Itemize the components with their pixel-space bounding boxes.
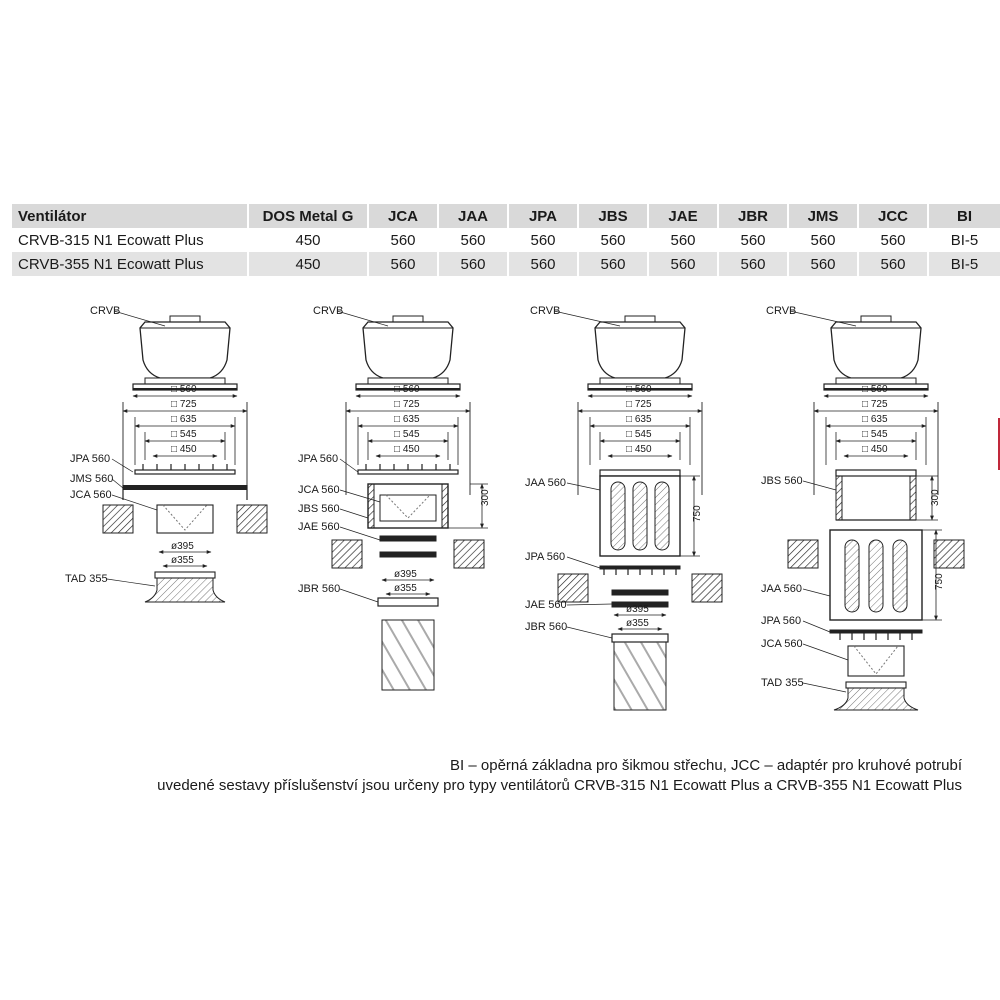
roof-block bbox=[558, 574, 588, 602]
jpa-plate bbox=[830, 630, 922, 633]
jca-damper bbox=[157, 505, 213, 533]
table-cell: 560 bbox=[858, 228, 928, 252]
dimension-label: □ 560 bbox=[626, 384, 652, 395]
table-cell: 560 bbox=[508, 228, 578, 252]
spec-table bbox=[12, 204, 1000, 276]
dimension-label: □ 635 bbox=[394, 414, 420, 425]
roof-block bbox=[454, 540, 484, 568]
tad-outlet bbox=[834, 688, 918, 710]
jbs-wall bbox=[442, 484, 448, 528]
dimension-label: □ 635 bbox=[171, 414, 197, 425]
diagram-line bbox=[337, 311, 388, 326]
table-cell: 560 bbox=[718, 252, 788, 276]
silencer-baffle bbox=[869, 540, 883, 612]
part-label: CRVB bbox=[90, 305, 121, 317]
jca-damper bbox=[848, 646, 904, 676]
part-label: TAD 355 bbox=[761, 677, 804, 689]
roof-block bbox=[103, 505, 133, 533]
table-cell: 560 bbox=[788, 228, 858, 252]
dimension-label: □ 725 bbox=[171, 399, 197, 410]
table-cell: 560 bbox=[368, 252, 438, 276]
table-cell: BI-5 bbox=[928, 228, 1000, 252]
diagram-line bbox=[112, 479, 123, 488]
table-cell: 560 bbox=[368, 228, 438, 252]
dimension-label: □ 450 bbox=[171, 444, 197, 455]
dimension-label: ø395 bbox=[171, 541, 194, 552]
fan-cap bbox=[861, 316, 891, 322]
dimension-label: □ 545 bbox=[862, 429, 888, 440]
footnote-bi-jcc: BI – opěrná základna pro šikmou střechu, JCC – adaptér pro kruhové potrubí bbox=[450, 757, 962, 774]
dimension-label: ø355 bbox=[171, 555, 194, 566]
dimension-label: □ 725 bbox=[862, 399, 888, 410]
dimension-label: □ 560 bbox=[862, 384, 888, 395]
part-label: JCA 560 bbox=[761, 638, 803, 650]
round-duct bbox=[382, 620, 434, 690]
dimension-label: ø395 bbox=[626, 604, 649, 615]
fan-body bbox=[831, 322, 921, 378]
part-label: JPA 560 bbox=[761, 615, 802, 627]
jms-flange bbox=[123, 485, 247, 490]
jae-flange bbox=[380, 552, 436, 557]
diagram-assembly-3 bbox=[525, 305, 722, 710]
dimension-label: ø355 bbox=[394, 583, 417, 594]
roof-block bbox=[788, 540, 818, 568]
diagram-line bbox=[567, 627, 612, 638]
tad-collar bbox=[155, 572, 215, 578]
roof-block bbox=[934, 540, 964, 568]
table-row bbox=[12, 252, 1000, 276]
roof-block bbox=[332, 540, 362, 568]
part-label: JBR 560 bbox=[525, 621, 568, 633]
table-cell: 560 bbox=[438, 228, 508, 252]
dimension-label: □ 450 bbox=[394, 444, 420, 455]
jbs-top bbox=[836, 470, 916, 476]
part-label: CRVB bbox=[313, 305, 344, 317]
jbs-wall bbox=[836, 476, 842, 520]
table-cell: CRVB-355 N1 Ecowatt Plus bbox=[12, 252, 248, 276]
table-cell: CRVB-315 N1 Ecowatt Plus bbox=[12, 228, 248, 252]
part-label: TAD 355 bbox=[65, 573, 108, 585]
table-cell: 560 bbox=[578, 228, 648, 252]
jca-damper bbox=[380, 495, 436, 521]
diagram-line bbox=[554, 311, 620, 326]
dimension-label: □ 450 bbox=[862, 444, 888, 455]
diagram-line bbox=[790, 311, 856, 326]
part-label: JAA 560 bbox=[525, 477, 566, 489]
jaa-top bbox=[600, 470, 680, 476]
part-label: JBS 560 bbox=[761, 475, 803, 487]
diagram-assembly-4 bbox=[761, 305, 964, 710]
table-row bbox=[12, 228, 1000, 252]
diagram-line bbox=[803, 683, 846, 692]
dimension-label: □ 545 bbox=[626, 429, 652, 440]
table-header-row bbox=[12, 204, 1000, 228]
part-label: JAA 560 bbox=[761, 583, 802, 595]
part-label: JPA 560 bbox=[298, 453, 339, 465]
diagram-line bbox=[112, 459, 133, 472]
table-cell: 560 bbox=[438, 252, 508, 276]
fan-cap bbox=[625, 316, 655, 322]
footnote-assembly: uvedené sestavy příslušenství jsou určeny pro typy ventilátorů CRVB-315 N1 Ecowatt Plus a CRVB-355 N1 Ecowatt Plus bbox=[157, 777, 962, 794]
round-duct bbox=[614, 642, 666, 710]
part-label: JPA 560 bbox=[70, 453, 111, 465]
part-label: JBS 560 bbox=[298, 503, 340, 515]
diagram-line bbox=[803, 589, 830, 596]
header-jms: JMS bbox=[788, 204, 858, 228]
table-cell: 560 bbox=[858, 252, 928, 276]
jbr-reducer bbox=[612, 634, 668, 642]
fan-body bbox=[140, 322, 230, 378]
table-cell: 560 bbox=[508, 252, 578, 276]
header-ventilator: Ventilátor bbox=[12, 204, 248, 228]
tad-collar bbox=[846, 682, 906, 688]
jpa-plate bbox=[358, 470, 458, 474]
dimension-label: □ 635 bbox=[862, 414, 888, 425]
dimension-label: □ 560 bbox=[394, 384, 420, 395]
diagram-line bbox=[567, 557, 600, 568]
dimension-label: □ 725 bbox=[394, 399, 420, 410]
part-label: JPA 560 bbox=[525, 551, 566, 563]
diagram-assembly-2 bbox=[298, 305, 491, 690]
table-cell: 560 bbox=[578, 252, 648, 276]
dimension-label: 300 bbox=[480, 489, 491, 506]
header-jca: JCA bbox=[368, 204, 438, 228]
table-cell: BI-5 bbox=[928, 252, 1000, 276]
diagram-line bbox=[803, 481, 836, 490]
fan-body bbox=[363, 322, 453, 378]
dimension-label: □ 560 bbox=[171, 384, 197, 395]
dimension-label: ø355 bbox=[626, 618, 649, 629]
silencer-baffle bbox=[633, 482, 647, 550]
diagram-line bbox=[567, 483, 600, 490]
diagram-line bbox=[567, 604, 612, 605]
table-cell: 560 bbox=[718, 228, 788, 252]
roof-block bbox=[237, 505, 267, 533]
dimension-label: 750 bbox=[692, 505, 703, 522]
dimension-label: □ 545 bbox=[394, 429, 420, 440]
jpa-plate bbox=[135, 470, 235, 474]
part-label: CRVB bbox=[530, 305, 561, 317]
silencer-baffle bbox=[893, 540, 907, 612]
diagram-line bbox=[340, 459, 358, 472]
header-jae: JAE bbox=[648, 204, 718, 228]
silencer-baffle bbox=[611, 482, 625, 550]
diagram-line bbox=[803, 644, 848, 660]
part-label: CRVB bbox=[766, 305, 797, 317]
diagram-line bbox=[803, 621, 830, 632]
fan-body bbox=[595, 322, 685, 378]
table-cell: 560 bbox=[648, 228, 718, 252]
part-label: JMS 560 bbox=[70, 473, 114, 485]
jbr-reducer bbox=[378, 598, 438, 606]
jbs-wall bbox=[910, 476, 916, 520]
header-jbr: JBR bbox=[718, 204, 788, 228]
roof-block bbox=[692, 574, 722, 602]
dimension-label: □ 450 bbox=[626, 444, 652, 455]
jae-flange bbox=[612, 590, 668, 595]
assembly-diagrams bbox=[0, 290, 1000, 730]
part-label: JBR 560 bbox=[298, 583, 341, 595]
header-bi: BI bbox=[928, 204, 1000, 228]
diagram-assembly-1 bbox=[65, 305, 267, 602]
fan-cap bbox=[170, 316, 200, 322]
jpa-plate bbox=[600, 566, 680, 569]
dimension-label: 750 bbox=[934, 573, 945, 590]
diagram-line bbox=[107, 579, 155, 586]
table-cell: 450 bbox=[248, 228, 368, 252]
header-jcc: JCC bbox=[858, 204, 928, 228]
table-cell: 560 bbox=[648, 252, 718, 276]
part-label: JAE 560 bbox=[298, 521, 340, 533]
header-jpa: JPA bbox=[508, 204, 578, 228]
tad-outlet bbox=[145, 578, 225, 602]
dimension-label: ø395 bbox=[394, 569, 417, 580]
diagram-line bbox=[340, 527, 380, 540]
dimension-label: □ 545 bbox=[171, 429, 197, 440]
header-dos-metal-g: DOS Metal G bbox=[248, 204, 368, 228]
dimension-label: 300 bbox=[930, 489, 941, 506]
header-jaa: JAA bbox=[438, 204, 508, 228]
table-cell: 560 bbox=[788, 252, 858, 276]
jbs-wall bbox=[368, 484, 374, 528]
dimension-label: □ 635 bbox=[626, 414, 652, 425]
table-cell: 450 bbox=[248, 252, 368, 276]
part-label: JCA 560 bbox=[70, 489, 112, 501]
silencer-baffle bbox=[655, 482, 669, 550]
header-jbs: JBS bbox=[578, 204, 648, 228]
diagram-line bbox=[340, 509, 368, 518]
part-label: JCA 560 bbox=[298, 484, 340, 496]
part-label: JAE 560 bbox=[525, 599, 567, 611]
dimension-label: □ 725 bbox=[626, 399, 652, 410]
diagram-line bbox=[340, 589, 378, 602]
jae-flange bbox=[380, 536, 436, 541]
fan-cap bbox=[393, 316, 423, 322]
diagram-line bbox=[114, 311, 165, 326]
silencer-baffle bbox=[845, 540, 859, 612]
